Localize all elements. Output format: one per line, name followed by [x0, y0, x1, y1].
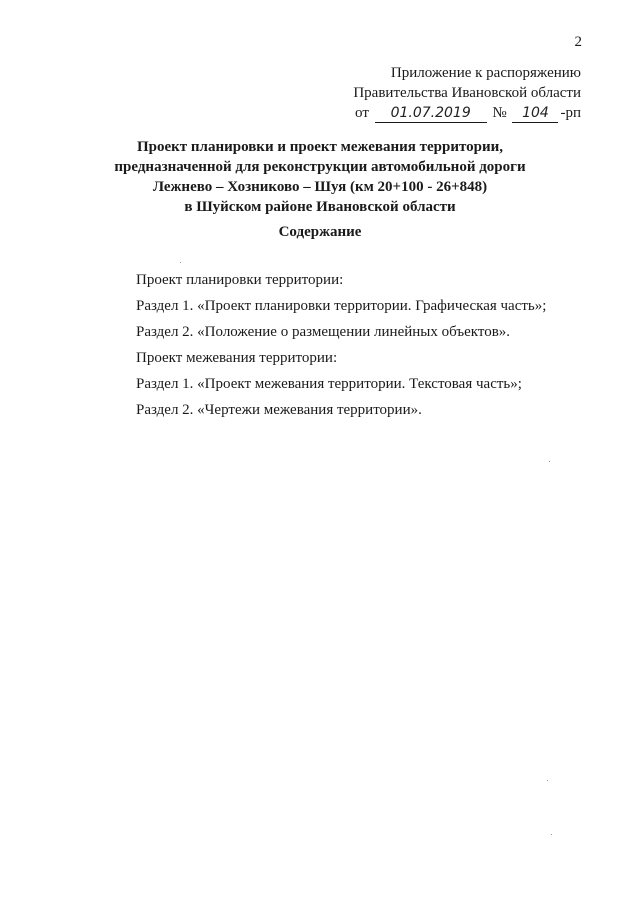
from-prefix: от	[355, 105, 369, 121]
document-title	[0, 137, 640, 217]
appendix-line-2: Правительства Ивановской области	[353, 85, 581, 101]
scan-speck	[180, 262, 181, 263]
appendix-header	[353, 63, 581, 123]
handwritten-number: 104	[512, 105, 558, 123]
contents-item: Проект межевания территории:	[136, 350, 338, 366]
number-sign: №	[492, 105, 507, 121]
contents-item: Раздел 1. «Проект межевания территории. Текстовая часть»;	[136, 376, 522, 392]
handwritten-date: 01.07.2019	[375, 105, 487, 123]
contents-item: Раздел 2. «Положение о размещении линейных объектов».	[136, 324, 511, 340]
title-line-3: Лежнево – Хозниково – Шуя (км 20+100 - 26+848)	[152, 179, 488, 195]
number-suffix: -рп	[560, 105, 581, 121]
contents-item: Раздел 2. «Чертежи межевания территории».	[136, 402, 422, 418]
contents-item: Проект планировки территории:	[136, 272, 344, 288]
title-line-1: Проект планировки и проект межевания территории,	[136, 139, 504, 155]
scan-speck	[549, 461, 550, 462]
title-line-2: предназначенной для реконструкции автомобильной дороги	[114, 159, 526, 175]
contents-heading: Содержание	[278, 224, 362, 240]
contents-list	[136, 270, 546, 426]
page-number: 2	[574, 34, 582, 50]
scan-speck	[547, 780, 548, 781]
decree-reference	[353, 103, 581, 123]
scan-speck	[551, 834, 552, 835]
contents-item: Раздел 1. «Проект планировки территории. Графическая часть»;	[136, 298, 547, 314]
title-line-4: в Шуйском районе Ивановской области	[184, 199, 456, 215]
appendix-line-1: Приложение к распоряжению	[390, 65, 581, 81]
